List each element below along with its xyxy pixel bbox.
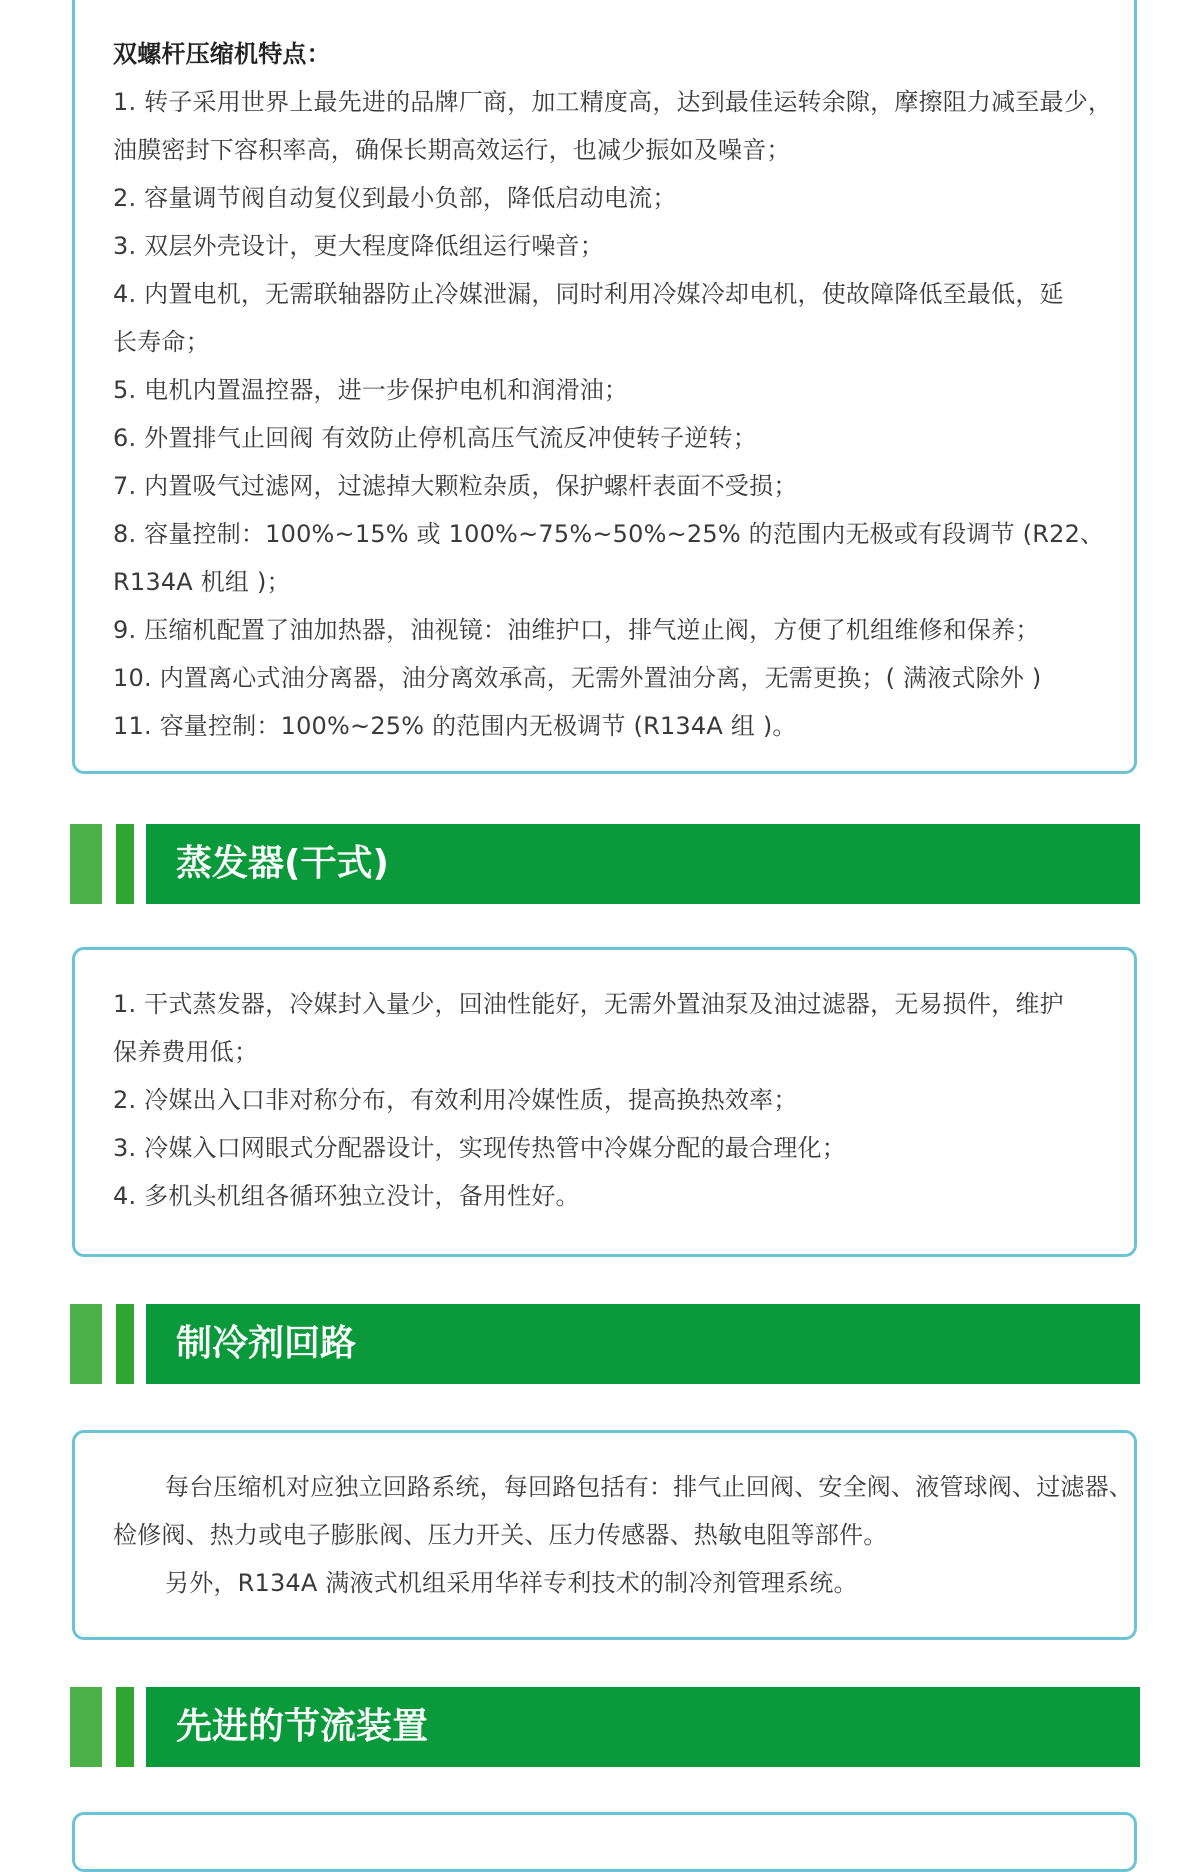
refrigerant-content [113,1463,1133,1607]
features-line: 油膜密封下容积率高，确保长期高效运行，也减少振如及噪音； [113,136,791,164]
section-title: 先进的节流装置 [176,1706,429,1747]
section-header-throttle [70,1687,1140,1767]
section-title: 蒸发器(干式) [176,843,389,884]
header-accent-bar [116,1304,134,1384]
header-accent-bar [70,824,102,904]
features-line: 1. 转子采用世界上最先进的品牌厂商，加工精度高，达到最佳运转余隙，摩擦阻力减至最少， [113,88,1113,116]
header-accent-bar [116,824,134,904]
features-heading: 双螺杆压缩机特点： [113,40,331,68]
evaporator-line: 3. 冷媒入口网眼式分配器设计，实现传热管中冷媒分配的最合理化； [113,1134,846,1162]
evaporator-line: 1. 干式蒸发器，冷媒封入量少，回油性能好，无需外置油泵及油过滤器，无易损件，维护 [113,990,1064,1018]
refrigerant-paragraph: 每台压缩机对应独立回路系统，每回路包括有：排气止回阀、安全阀、液管球阀、过滤器、 [165,1473,1133,1501]
features-line: 8. 容量控制：100%~15% 或 100%~75%~50%~25% 的范围内无极或有段调节 (R22、 [113,520,1105,548]
features-line: 11. 容量控制：100%~25% 的范围内无极调节 (R134A 组 )。 [113,712,797,740]
section-header-refrigerant [70,1304,1140,1384]
refrigerant-paragraph-cont: 检修阀、热力或电子膨胀阀、压力开关、压力传感器、热敏电阻等部件。 [113,1521,888,1549]
features-line: 10. 内置离心式油分离器，油分离效承高，无需外置油分离，无需更换；( 满液式除外 ) [113,664,1042,692]
features-line: 5. 电机内置温控器，进一步保护电机和润滑油； [113,376,629,404]
header-accent-bar [116,1687,134,1767]
evaporator-line: 保养费用低； [113,1038,259,1066]
features-line: 长寿命； [113,328,210,356]
features-content [113,30,1113,750]
evaporator-content [113,980,1104,1220]
features-line: R134A 机组 )； [113,568,291,596]
evaporator-line: 2. 冷媒出入口非对称分布，有效利用冷媒性质，提高换热效率； [113,1086,798,1114]
evaporator-box [72,947,1137,1257]
throttle-box [72,1812,1137,1872]
features-line: 3. 双层外壳设计，更大程度降低组运行噪音； [113,232,604,260]
evaporator-line: 4. 多机头机组各循环独立没计，备用性好。 [113,1182,580,1210]
features-line: 7. 内置吸气过滤网，过滤掉大颗粒杂质，保护螺杆表面不受损； [113,472,798,500]
header-accent-bar [70,1687,102,1767]
refrigerant-paragraph: 另外，R134A 满液式机组采用华祥专利技术的制冷剂管理系统。 [165,1569,858,1597]
header-accent-bar [70,1304,102,1384]
features-line: 4. 内置电机，无需联轴器防止冷媒泄漏，同时利用冷媒冷却电机，使故障降低至最低，延 [113,280,1064,308]
features-box [72,0,1137,774]
refrigerant-box [72,1430,1137,1640]
features-line: 2. 容量调节阀自动复仪到最小负部，降低启动电流； [113,184,677,212]
section-header-evaporator [70,824,1140,904]
section-title: 制冷剂回路 [176,1323,357,1364]
features-line: 6. 外置排气止回阀 有效防止停机高压气流反冲使转子逆转； [113,424,757,452]
features-line: 9. 压缩机配置了油加热器，油视镜：油维护口，排气逆止阀，方便了机组维修和保养； [113,616,1040,644]
